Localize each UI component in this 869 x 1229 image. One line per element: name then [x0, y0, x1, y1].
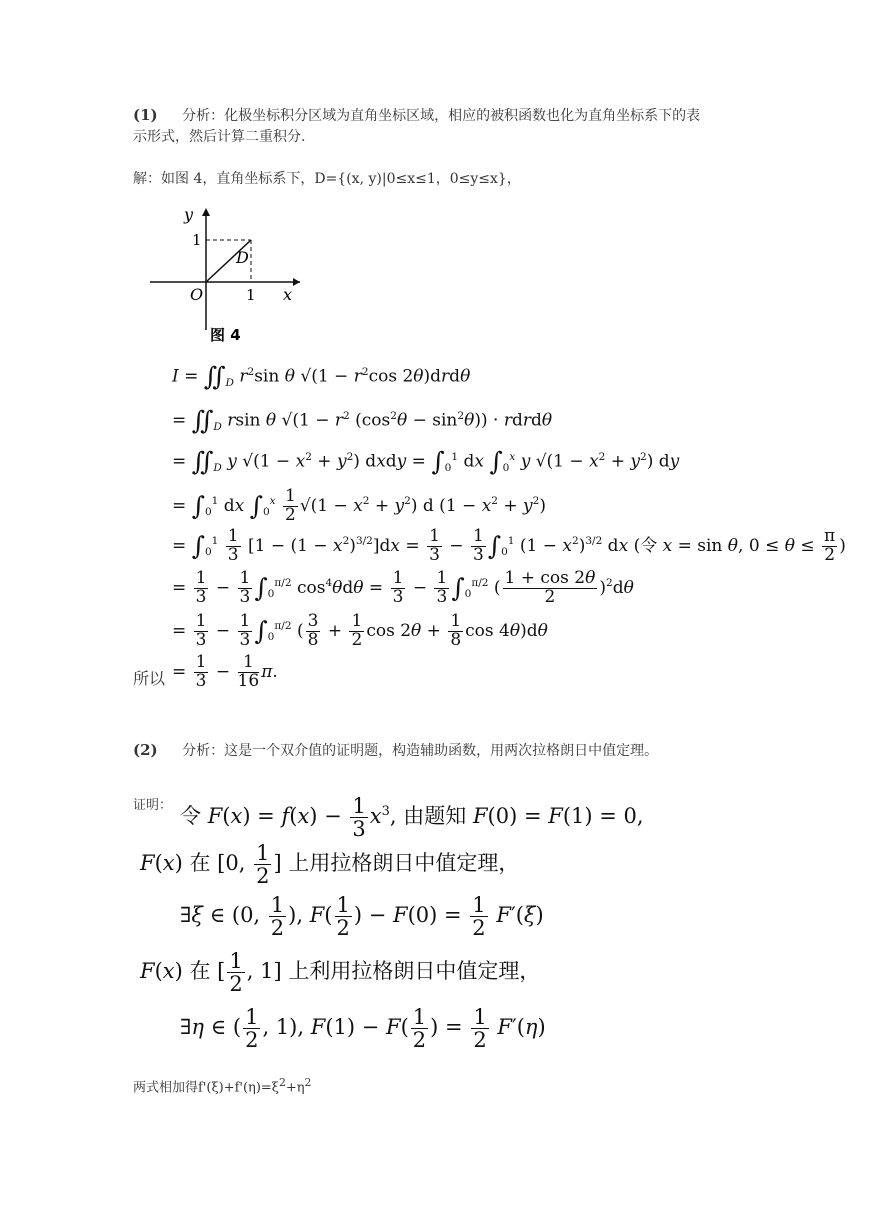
x-axis-arrow	[293, 278, 300, 286]
eq-line-6: = $\frac{1}{3}$ − $\frac{1}{3}$ $\int_0^{\pi/2}$ $\cos^4\theta d\theta$ = $\frac{1}{3}$ − $\frac{1}{3}$ $\int_0^{\pi/2}$ ( $\frac{1 + \cos 2\theta}{2}$ )$^2$dθ	[172, 568, 634, 607]
conclusion-mid: +η	[285, 1080, 305, 1096]
proof-line-4: F(x) 在 [ $\frac{1}{2}$ , 1] 上利用拉格朗日中值定理，	[140, 949, 541, 997]
so-label: 所以	[133, 669, 166, 688]
conclusion-sup-2: 2	[304, 1076, 312, 1089]
x-label: x	[283, 285, 293, 304]
part1-analysis	[133, 104, 773, 127]
eq-line-1: $I = ∬_D$ $r^2\sin$ θ $√(1 - r^2\cos$ 2θ)drdθ	[172, 362, 471, 392]
y-tick-label: 1	[192, 231, 202, 249]
proof-line-2: F(x) 在 [0, $\frac{1}{2}$ ] 上用拉格朗日中值定理，	[140, 841, 520, 889]
conclusion	[133, 1072, 311, 1099]
proof-line-1-text: 由题知	[403, 804, 467, 829]
part2-number: (2)	[133, 741, 158, 759]
figure-4	[150, 200, 310, 345]
part1-solution: 解：如图 4，直角坐标系下，D={(x, y)|0≤x≤1，0≤y≤x}，	[133, 171, 521, 187]
proof-label: 证明：	[133, 798, 173, 813]
eq-line-7: = $\frac{1}{3}$ − $\frac{1}{3}$ $\int_0^{\pi/2}$ ( $\frac{3}{8}$ + $\frac{1}{2}$ cos 2θ + $\frac{1}{8}$ cos 4θ)dθ	[172, 611, 548, 650]
eq-line-4: = $\int_0^1$ dx $\int_0^x$ $\frac{1}{2}$ $√(1 - x^2 + y^2)$ d $(1 - x^2 + y^2)$	[172, 486, 546, 525]
part1-analysis-cont: 示形式，然后计算二重积分.	[133, 129, 306, 145]
part2-analysis-text: 分析：这是一个双介值的证明题，构造辅助函数，用两次拉格朗日中值定理。	[182, 743, 659, 759]
y-label: y	[184, 205, 194, 224]
region-label: D	[236, 248, 249, 267]
part1-number: (1)	[133, 106, 158, 124]
eq-line-5: = $\int_0^1$ $\frac{1}{3}$ $[1 - (1 - x^2)^{3/2}]dx$ = $\frac{1}{3}$ − $\frac{1}{3}$ $\int_0^1$ $(1 - x^2)^{3/2}$ dx (令 x = sin θ, 0 ≤ θ ≤ $\frac{\pi}{2}$ )	[172, 526, 846, 565]
x-tick-label: 1	[246, 286, 256, 304]
figure-caption: 图 4	[210, 326, 241, 344]
proof-line-1: 令 F(x) = f(x) − $\frac{1}{3}$ $x^3$, 由题知 F(0) = F(1) = 0,	[180, 794, 644, 842]
part2-analysis	[133, 739, 658, 762]
y-axis-arrow	[202, 208, 210, 216]
proof-line-2-text: 上用拉格朗日中值定理，	[288, 851, 520, 876]
conclusion-formula: f'(ξ)+f'(η)=ξ	[198, 1080, 279, 1096]
conclusion-prefix: 两式相加得	[133, 1080, 199, 1096]
eq-line-8: = $\frac{1}{3}$ − $\frac{1}{16}$ π.	[172, 652, 278, 691]
origin-label: O	[190, 285, 204, 304]
proof-line-3: ∃ξ ∈ (0, $\frac{1}{2}$ ), F( $\frac{1}{2}$ ) − F(0) = $\frac{1}{2}$ F′(ξ)	[180, 893, 544, 941]
eq-line-3: = $∬_D$ y $√(1 - x^2 + y^2)$ dxdy = $\int_0^1$ dx $\int_0^x$ y $√(1 - x^2 + y^2)$ dy	[172, 447, 680, 477]
eq-line-2: = $∬_D$ rsin θ $√(1 - r^2$ $(\cos^2\theta - \sin^2\theta)$) · rdrdθ	[172, 406, 553, 436]
conclusion-sup-1: 2	[278, 1076, 286, 1089]
proof-line-4-text: 上利用拉格朗日中值定理，	[288, 959, 541, 984]
part1-analysis-text: 分析：化极坐标积分区域为直角坐标区域，相应的被积函数也化为直角坐标系下的表	[182, 108, 701, 124]
proof-line-5: ∃η ∈ ( $\frac{1}{2}$ , 1), F(1) − F( $\frac{1}{2}$ ) = $\frac{1}{2}$ F′(η)	[180, 1005, 546, 1053]
